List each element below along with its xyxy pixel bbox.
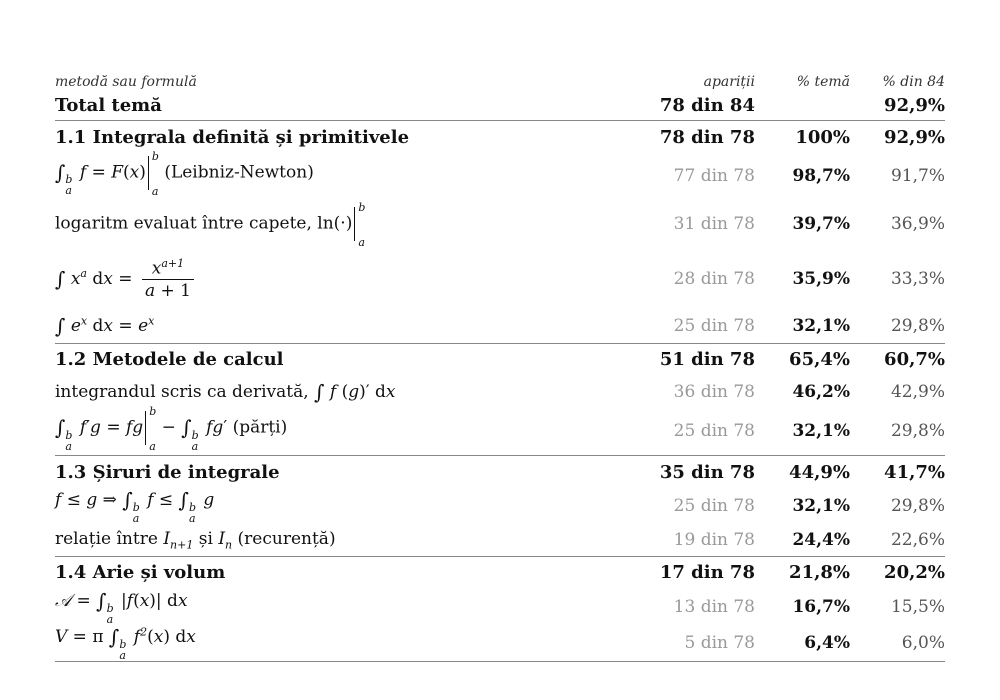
formula-log-between-limits: logaritm evaluat între capete, ln(·) b a bbox=[55, 201, 366, 249]
row-pct-total: 36,9% bbox=[890, 214, 945, 234]
table-row bbox=[55, 408, 945, 456]
row-pct-theme: 6,4% bbox=[755, 625, 850, 662]
total-pct-total: 92,9% bbox=[850, 90, 945, 121]
table-row bbox=[55, 199, 945, 249]
formula-exp-integral: ∫ $e^x$ dx = $e^x$ bbox=[55, 309, 615, 343]
formula-derivative-integrand: integrandul scris ca derivată, ∫ f (g)′ dx bbox=[55, 379, 396, 404]
row-count: 77 din 78 bbox=[673, 166, 755, 186]
statistics-table bbox=[55, 60, 945, 662]
formula-recurrence: relație între $I_{n+1}$ și $I_n$ (recurență) bbox=[55, 524, 615, 556]
row-pct-total: 6,0% bbox=[850, 625, 945, 662]
formula-area: 𝒜 = ∫ b a |f(x)| dx bbox=[55, 588, 188, 626]
section-pct-total: 20,2% bbox=[884, 562, 945, 583]
section-pct-theme: 44,9% bbox=[789, 461, 850, 483]
total-label: Total temă bbox=[55, 90, 615, 121]
section-row bbox=[55, 121, 945, 154]
formula-volume: V = π ∫ b a $f^2(x)$ dx bbox=[55, 625, 615, 662]
total-pct-theme bbox=[755, 90, 850, 121]
section-title: 1.3 Șiruri de integrale bbox=[55, 461, 280, 483]
row-pct-theme: 39,7% bbox=[792, 214, 850, 234]
header-occurrences: apariții bbox=[703, 74, 755, 90]
row-pct-total: 29,8% bbox=[850, 408, 945, 456]
formula-integration-by-parts: ∫ b a f′g = fg b a − ∫ b a fg′ (părți) bbox=[55, 408, 615, 456]
section-pct-total: 92,9% bbox=[884, 126, 945, 148]
header-row bbox=[55, 60, 945, 90]
section-row bbox=[55, 456, 945, 489]
table-row bbox=[55, 249, 945, 309]
formula-monotonicity: f ≤ g ⇒ ∫ b a f ≤ ∫ b a g bbox=[55, 488, 215, 525]
row-pct-total: 29,8% bbox=[850, 309, 945, 343]
section-count: 35 din 78 bbox=[659, 461, 755, 483]
row-pct-theme: 16,7% bbox=[792, 596, 850, 617]
table-row bbox=[55, 589, 945, 625]
row-pct-theme: 32,1% bbox=[755, 309, 850, 343]
formula-leibniz-newton: ∫ b a f = F(x) b a (Leibniz-Newton) bbox=[55, 149, 314, 198]
section-count: 51 din 78 bbox=[659, 349, 755, 370]
table-row bbox=[55, 376, 945, 408]
section-count: 78 din 78 bbox=[659, 126, 755, 148]
row-pct-theme: 32,1% bbox=[755, 408, 850, 456]
total-row bbox=[55, 90, 945, 121]
section-count: 17 din 78 bbox=[659, 562, 755, 583]
row-pct-theme: 35,9% bbox=[792, 269, 850, 289]
section-title: 1.4 Arie și volum bbox=[55, 562, 226, 583]
row-count: 36 din 78 bbox=[673, 381, 755, 402]
header-method: metodă sau formulă bbox=[55, 74, 197, 90]
section-pct-theme: 21,8% bbox=[789, 562, 850, 583]
table-row bbox=[55, 153, 945, 199]
section-pct-theme: 100% bbox=[795, 126, 850, 148]
row-pct-total: 42,9% bbox=[890, 381, 945, 402]
section-pct-total: 41,7% bbox=[884, 461, 945, 483]
section-title: 1.2 Metodele de calcul bbox=[55, 349, 284, 370]
row-pct-total: 29,8% bbox=[890, 496, 945, 516]
row-count: 13 din 78 bbox=[673, 596, 755, 617]
section-pct-total: 60,7% bbox=[884, 349, 945, 370]
row-pct-total: 91,7% bbox=[890, 166, 945, 186]
row-pct-total: 15,5% bbox=[890, 596, 945, 617]
table-row bbox=[55, 309, 945, 343]
section-title: 1.1 Integrala definită și primitivele bbox=[55, 126, 410, 148]
row-pct-theme: 32,1% bbox=[792, 496, 850, 516]
total-count: 78 din 84 bbox=[615, 90, 755, 121]
row-count: 28 din 78 bbox=[673, 269, 755, 289]
section-row bbox=[55, 556, 945, 589]
row-pct-total: 22,6% bbox=[850, 524, 945, 556]
row-pct-theme: 46,2% bbox=[792, 381, 850, 402]
table-row bbox=[55, 625, 945, 662]
table-row bbox=[55, 524, 945, 556]
formula-power-integral: ∫ $x^a$ dx = $\frac{x^{a+1}}{a + 1}$ bbox=[55, 249, 615, 309]
row-pct-theme: 24,4% bbox=[755, 524, 850, 556]
row-count: 5 din 78 bbox=[615, 625, 755, 662]
header-pct-theme: % temă bbox=[796, 74, 850, 90]
row-count: 19 din 78 bbox=[615, 524, 755, 556]
row-count: 25 din 78 bbox=[673, 496, 755, 516]
row-count: 25 din 78 bbox=[615, 309, 755, 343]
row-pct-theme: 98,7% bbox=[792, 166, 850, 186]
row-count: 25 din 78 bbox=[615, 408, 755, 456]
row-count: 31 din 78 bbox=[673, 214, 755, 234]
header-pct-total: % din 84 bbox=[882, 74, 945, 90]
row-pct-total: 33,3% bbox=[890, 269, 945, 289]
section-row bbox=[55, 343, 945, 376]
table-row bbox=[55, 488, 945, 524]
section-pct-theme: 65,4% bbox=[789, 349, 850, 370]
